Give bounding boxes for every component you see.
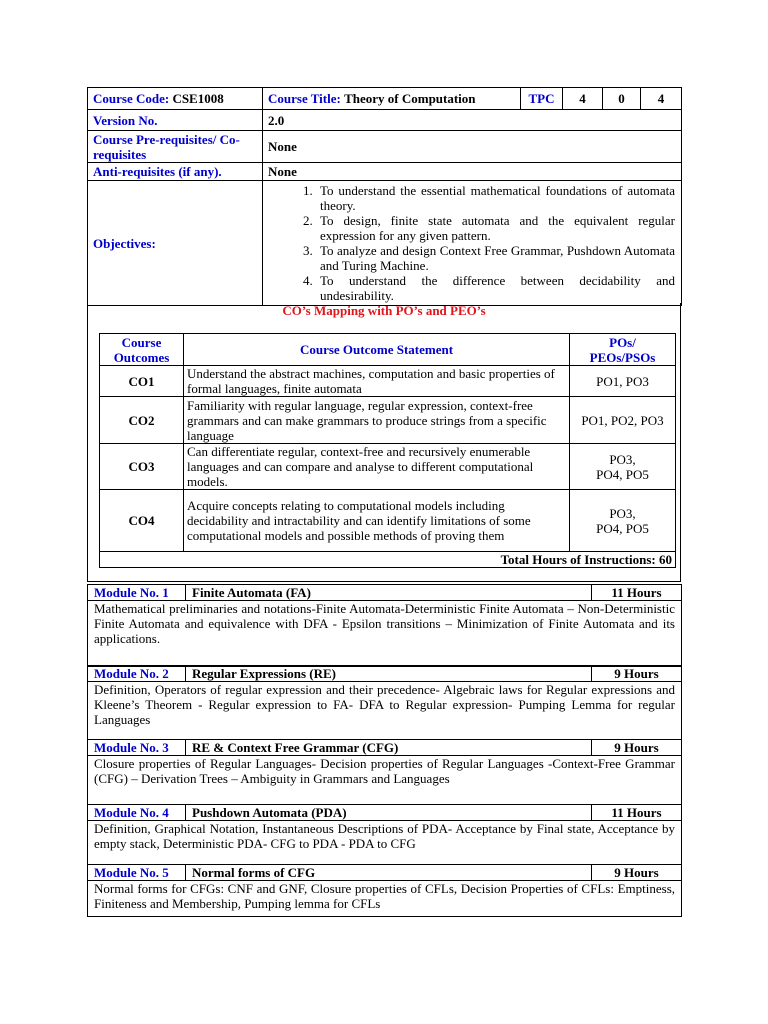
module-hours: 9 Hours [592, 666, 682, 682]
antireq-value: None [263, 163, 682, 181]
co-pos: PO1, PO3 [570, 366, 676, 397]
objective-item: 4. To understand the difference between decidability and undesirability. [316, 273, 675, 303]
module-content: Closure properties of Regular Languages- Decision properties of Regular Languages -Context-Free Grammar (CFG) – Derivation Trees – Ambiguity in Grammars and Languages [88, 756, 682, 805]
prereq-value: None [263, 131, 682, 163]
antireq-label: Anti-requisites (if any). [88, 163, 263, 181]
co-mapping-table [99, 333, 676, 568]
co-id: CO2 [100, 397, 184, 444]
co-pos: PO1, PO2, PO3 [570, 397, 676, 444]
tpc-practical: 0 [603, 88, 641, 110]
course-title-label: Course Title: [268, 91, 341, 106]
col-header-pos [570, 334, 676, 366]
course-title: Theory of Computation [344, 91, 476, 106]
prereq-label: Course Pre-requisites/ Co-requisites [88, 131, 263, 163]
co-statement: Understand the abstract machines, computation and basic properties of formal languages, finite automata [184, 366, 570, 397]
total-hours: Total Hours of Instructions: 60 [100, 552, 676, 568]
co-mapping-section [87, 303, 681, 582]
co-pos-line1: PO3, [609, 451, 636, 467]
objective-item: 2. To design, finite state automata and the equivalent regular expression for any given pattern. [316, 213, 675, 243]
course-code-label: Course Code: [93, 91, 170, 106]
module-hours: 11 Hours [592, 585, 682, 601]
module-number: Module No. 5 [88, 865, 186, 881]
col-header-pos-line2: PEOs/PSOs [589, 349, 656, 365]
course-code: CSE1008 [172, 91, 224, 106]
module-number: Module No. 4 [88, 805, 186, 821]
tpc-label: TPC [521, 88, 563, 110]
module-content: Definition, Graphical Notation, Instantaneous Descriptions of PDA- Acceptance by Final state, Acceptance by empty stack, Deterministic PDA- CFG to PDA - PDA to CFG [88, 821, 682, 865]
module-title: Finite Automata (FA) [186, 585, 592, 601]
col-header-statement: Course Outcome Statement [184, 334, 570, 366]
objectives-list [268, 183, 675, 303]
table-row [100, 397, 676, 444]
objectives-label: Objectives: [88, 181, 263, 306]
co-id: CO4 [100, 490, 184, 552]
col-header-pos-line1: POs/ [609, 334, 636, 350]
module-title: Regular Expressions (RE) [186, 666, 592, 682]
module-5 [87, 864, 682, 917]
co-mapping-title: CO’s Mapping with PO’s and PEO’s [282, 303, 486, 318]
module-title: Pushdown Automata (PDA) [186, 805, 592, 821]
objective-item: 3. To analyze and design Context Free Grammar, Pushdown Automata and Turing Machine. [316, 243, 675, 273]
table-row [100, 444, 676, 490]
module-3 [87, 739, 682, 805]
module-2 [87, 665, 682, 740]
co-statement: Familiarity with regular language, regular expression, context-free grammars and can make grammars to produce strings from a specific language [184, 397, 570, 444]
module-number: Module No. 3 [88, 740, 186, 756]
course-code-cell [88, 88, 263, 110]
module-hours: 9 Hours [592, 865, 682, 881]
co-statement: Can differentiate regular, context-free and recursively enumerable languages and can compare and analyse to different computational models. [184, 444, 570, 490]
module-content: Normal forms for CFGs: CNF and GNF, Closure properties of CFLs, Decision Properties of CFLs: Emptiness, Finiteness and Membership, Pumping lemma for CFLs [88, 881, 682, 917]
version-value: 2.0 [263, 110, 682, 131]
tpc-theory: 4 [563, 88, 603, 110]
module-number: Module No. 2 [88, 666, 186, 682]
co-id: CO3 [100, 444, 184, 490]
co-id: CO1 [100, 366, 184, 397]
module-content: Mathematical preliminaries and notations-Finite Automata-Deterministic Finite Automata – Non-Deterministic Finite Automata and equivalence with DFA - Epsilon transitions – Minimization of Finite Automata and its applications. [88, 601, 682, 667]
course-info-table [87, 87, 682, 306]
co-pos [570, 444, 676, 490]
co-pos-line1: PO3, [609, 505, 636, 521]
objectives-cell [263, 181, 682, 306]
co-pos-line2: PO4, PO5 [596, 520, 649, 536]
module-hours: 9 Hours [592, 740, 682, 756]
module-title: RE & Context Free Grammar (CFG) [186, 740, 592, 756]
co-statement: Acquire concepts relating to computational models including decidability and intractability and can identify limitations of some computational models and possible methods of proving them [184, 490, 570, 552]
module-1 [87, 584, 682, 667]
module-title: Normal forms of CFG [186, 865, 592, 881]
table-row [100, 366, 676, 397]
col-header-outcomes: Course Outcomes [100, 334, 184, 366]
version-label: Version No. [88, 110, 263, 131]
co-pos [570, 490, 676, 552]
objective-item: 1. To understand the essential mathematical foundations of automata theory. [316, 183, 675, 213]
course-title-cell [263, 88, 521, 110]
tpc-credits: 4 [641, 88, 682, 110]
table-row [100, 490, 676, 552]
module-4 [87, 804, 682, 865]
module-number: Module No. 1 [88, 585, 186, 601]
co-pos-line2: PO4, PO5 [596, 466, 649, 482]
module-hours: 11 Hours [592, 805, 682, 821]
module-content: Definition, Operators of regular expression and their precedence- Algebraic laws for Regular expressions and Kleene’s Theorem - Regular expression to FA- DFA to Regular expression- Pumping Lemma for regular Languages [88, 682, 682, 740]
